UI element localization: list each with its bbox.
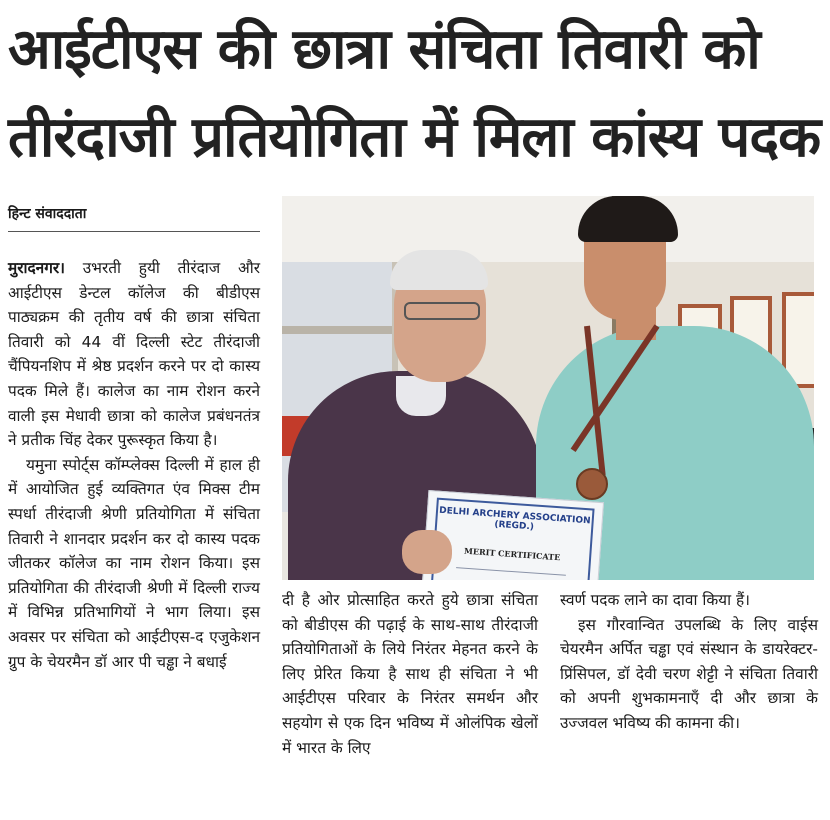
article-paragraph: दी है ओर प्रोत्साहित करते हुये छात्रा संचिता को बीडीएस की पढ़ाई के साथ-साथ तीरंदाजी प्रतियोगिताओं के लिये निरंतर मेहनत करने के लिए प्रेरित किया है साथ ही संचिता ने भी आईटीएस परिवार के निरंतर समर्थन और सहयोग से एक दिन भविष्य में ओलंपिक खेलों में भारत के लिए [282,591,538,757]
article-paragraph: इस गौरवान्वित उपलब्धि के लिए वाईस चेयरमैन अर्पित चड्ढा एवं संस्थान के डायरेक्टर-प्रिंसिपल, डॉ देवी चरण शेट्टी ने संचिता तिवारी को अपनी शुभकामनाएँ दी और छात्रा के उज्जवल भविष्य की कामना की। [560,615,818,732]
article-column-3 [560,588,818,736]
article-paragraph: यमुना स्पोर्ट्स कॉम्प्लेक्स दिल्ली में हाल ही में आयोजित हुई व्यक्तिगत एंव मिक्स टीम स्पर्धा तीरंदाजी श्रेणी प्रतियोगिता में संचिता तिवारी ने शानदार प्रदर्शन कर दो कास्य पदक जीतकर कॉलेज का नाम रोशन किया। इस प्रतियोगिता की तीरंदाजी श्रेणी में दिल्ली राज्य में विभिन्न प्रतिभागियों ने भाग लिया। इस अवसर पर संचिता को आईटीएस-द एजुकेशन ग्रुप के चेयरमैन डॉ आर पी चड्ढा ने बधाई [8,455,260,671]
article-paragraph: स्वर्ण पदक लाने का दावा किया हैं। [560,591,750,609]
headline-line-2: तीरंदाजी प्रतियोगिता में मिला कांस्य पदक [8,105,821,170]
medal-icon [576,468,608,500]
news-photo [282,196,814,580]
certificate-title: DELHI ARCHERY ASSOCIATION (REGD.) [438,505,591,533]
paragraph-text: उभरती हुयी तीरंदाज और आईटीएस डेन्टल कॉलेज की बीडीएस पाठ्यक्रम की तृतीय वर्ष की छात्रा संचिता तिवारी को 44 वीं दिल्ली स्टेट तीरंदाजी चैंपियनशिप में श्रेष्ठ प्रदर्शन करने पर दो कास्य पदक मिले हैं। कालेज का नाम रोशन करने वाली इस मेधावी छात्रा को कालेज प्रबंधनतंत्र ने प्रतीक चिंह देकर पुरूस्कृत किया है। [8,259,260,450]
byline: हिन्ट संवाददाता [8,204,260,232]
certificate-subtitle: MERIT CERTIFICATE [463,545,561,563]
headline-line-1: आईटीएस की छात्रा संचिता तिवारी को [8,17,760,82]
article-column-2 [282,588,538,760]
article-column-1 [8,256,260,674]
dateline: मुरादनगर। [8,259,65,277]
headline [8,6,823,182]
article-paragraph [8,256,260,453]
